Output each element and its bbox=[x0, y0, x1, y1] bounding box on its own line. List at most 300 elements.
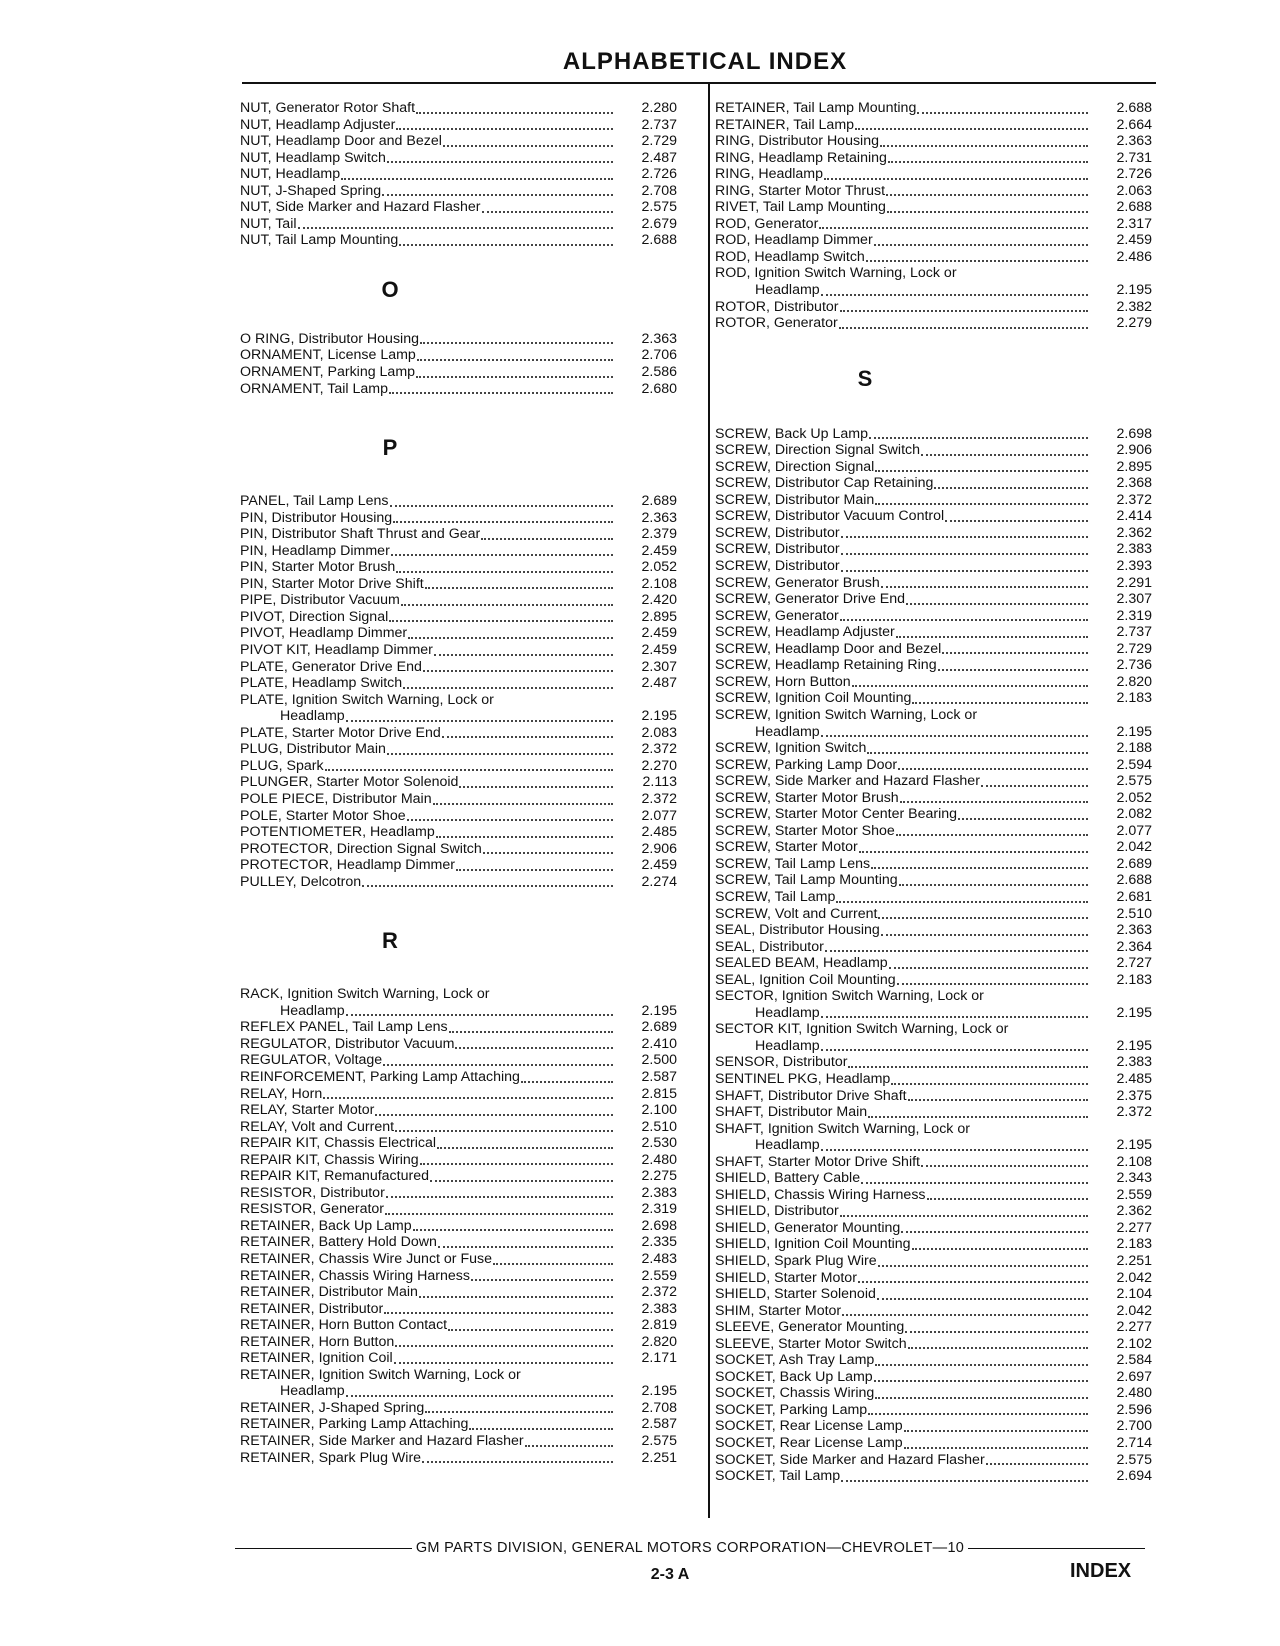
index-entry-page: 2.052 bbox=[641, 559, 677, 576]
index-entry-name: PLUG, Spark bbox=[240, 757, 324, 774]
index-entry-page: 2.714 bbox=[1116, 1435, 1152, 1452]
index-entry-page: 2.480 bbox=[1116, 1385, 1152, 1402]
index-entry-name: SHIELD, Starter Solenoid bbox=[715, 1286, 876, 1303]
index-entry-page: 2.383 bbox=[1116, 1054, 1152, 1071]
index-entry-page: 2.195 bbox=[1116, 1004, 1152, 1021]
index-entry bbox=[240, 183, 695, 200]
dot-leader bbox=[456, 869, 613, 871]
index-entry-heading: RACK, Ignition Switch Warning, Lock or bbox=[240, 986, 490, 1003]
index-entry bbox=[240, 216, 695, 233]
index-entry bbox=[240, 708, 695, 725]
index-entry bbox=[715, 823, 1170, 840]
right-index-column bbox=[715, 100, 1170, 1485]
index-entry-page: 2.171 bbox=[641, 1350, 677, 1367]
index-entry bbox=[715, 1236, 1170, 1253]
dot-leader bbox=[945, 520, 1088, 522]
dot-leader bbox=[848, 1066, 1088, 1068]
index-entry-page: 2.270 bbox=[641, 757, 677, 774]
index-entry-page: 2.500 bbox=[641, 1052, 677, 1069]
dot-leader bbox=[840, 619, 1088, 621]
index-entry-name: RETAINER, Horn Button Contact bbox=[240, 1317, 448, 1334]
index-entry bbox=[715, 773, 1170, 790]
dot-leader bbox=[938, 669, 1088, 671]
index-entry-name: PULLEY, Delcotron bbox=[240, 873, 362, 890]
footer-publisher-line bbox=[235, 1540, 1145, 1556]
dot-leader bbox=[875, 1397, 1088, 1399]
index-entry bbox=[240, 510, 695, 527]
dot-leader bbox=[934, 487, 1088, 489]
index-entry bbox=[715, 690, 1170, 707]
index-entry-name: RIVET, Tail Lamp Mounting bbox=[715, 199, 886, 216]
index-entry bbox=[715, 475, 1170, 492]
index-entry-name: RING, Headlamp bbox=[715, 166, 824, 183]
index-entry bbox=[240, 133, 695, 150]
index-entry-name: SCREW, Distributor bbox=[715, 541, 840, 558]
dot-leader bbox=[481, 538, 613, 540]
index-entry bbox=[715, 199, 1170, 216]
index-entry bbox=[240, 1234, 695, 1251]
dot-leader bbox=[346, 1014, 613, 1016]
index-entry-page: 2.708 bbox=[641, 1399, 677, 1416]
index-entry-name: RESISTOR, Distributor bbox=[240, 1184, 385, 1201]
index-entry bbox=[240, 1152, 695, 1169]
index-entry-page: 2.708 bbox=[641, 182, 677, 199]
section-letter: O bbox=[381, 276, 399, 302]
index-entry-name: NUT, Headlamp bbox=[240, 166, 341, 183]
dot-leader bbox=[912, 1248, 1088, 1250]
dot-leader bbox=[382, 194, 613, 196]
index-entry bbox=[240, 364, 695, 381]
dot-leader bbox=[387, 753, 613, 755]
index-entry-page: 2.487 bbox=[641, 149, 677, 166]
index-entry bbox=[715, 183, 1170, 200]
index-entry-page: 2.679 bbox=[641, 215, 677, 232]
index-entry bbox=[715, 442, 1170, 459]
index-entry-page: 2.487 bbox=[641, 675, 677, 692]
index-entry bbox=[240, 1383, 695, 1400]
footer-rule-left bbox=[235, 1548, 412, 1549]
dot-leader bbox=[390, 505, 613, 507]
index-entry-name: SHIELD, Starter Motor bbox=[715, 1269, 857, 1286]
column-divider bbox=[708, 84, 710, 1518]
footer-publisher: GM PARTS DIVISION, GENERAL MOTORS CORPORATION—CHEVROLET—10 bbox=[415, 1540, 965, 1556]
index-entry-name: SCREW, Direction Signal bbox=[715, 458, 875, 475]
index-entry bbox=[715, 575, 1170, 592]
dot-leader bbox=[824, 178, 1088, 180]
index-entry-name: NUT, Headlamp Switch bbox=[240, 149, 386, 166]
dot-leader bbox=[904, 1447, 1088, 1449]
dot-leader bbox=[420, 1163, 613, 1165]
index-entry-name: Headlamp bbox=[755, 723, 820, 740]
index-entry-page: 2.183 bbox=[1116, 690, 1152, 707]
index-entry bbox=[715, 1369, 1170, 1386]
index-entry-name: SCREW, Starter Motor bbox=[715, 839, 858, 856]
index-entry-page: 2.335 bbox=[641, 1234, 677, 1251]
dot-leader bbox=[897, 983, 1088, 985]
index-entry-page: 2.077 bbox=[641, 807, 677, 824]
index-entry bbox=[240, 1119, 695, 1136]
index-entry-page: 2.372 bbox=[641, 1284, 677, 1301]
index-entry-page: 2.729 bbox=[1116, 640, 1152, 657]
index-entry bbox=[240, 526, 695, 543]
index-entry bbox=[240, 857, 695, 874]
dot-leader bbox=[836, 901, 1088, 903]
dot-leader bbox=[399, 244, 613, 246]
dot-leader bbox=[396, 128, 613, 130]
dot-leader bbox=[482, 211, 614, 213]
index-entry-name: RETAINER, Spark Plug Wire bbox=[240, 1449, 422, 1466]
index-entry-page: 2.102 bbox=[1116, 1335, 1152, 1352]
footer-page-number: 2-3 A bbox=[650, 1566, 690, 1583]
dot-leader bbox=[867, 752, 1088, 754]
index-entry-page: 2.363 bbox=[641, 509, 677, 526]
index-entry-name: NUT, J-Shaped Spring bbox=[240, 182, 382, 199]
dot-leader bbox=[362, 885, 613, 887]
index-entry-page: 2.483 bbox=[641, 1250, 677, 1267]
index-entry-name: NUT, Generator Rotor Shaft bbox=[240, 100, 416, 116]
index-entry bbox=[240, 659, 695, 676]
index-entry bbox=[240, 493, 695, 510]
index-entry-page: 2.375 bbox=[1116, 1087, 1152, 1104]
index-entry-name: SCREW, Side Marker and Hazard Flasher bbox=[715, 773, 980, 790]
index-entry-name: NUT, Tail bbox=[240, 215, 297, 232]
index-entry bbox=[240, 576, 695, 593]
index-entry-page: 2.382 bbox=[1116, 298, 1152, 315]
dot-leader bbox=[401, 604, 613, 606]
index-entry-name: SCREW, Back Up Lamp bbox=[715, 425, 868, 442]
index-entry bbox=[715, 1104, 1170, 1121]
dot-leader bbox=[871, 867, 1088, 869]
dot-leader bbox=[438, 1246, 613, 1248]
index-entry bbox=[240, 100, 695, 117]
dot-leader bbox=[986, 1463, 1088, 1465]
dot-leader bbox=[425, 587, 613, 589]
index-entry bbox=[240, 1201, 695, 1218]
index-entry-page: 2.113 bbox=[642, 774, 677, 791]
index-entry bbox=[715, 922, 1170, 939]
index-entry-name: REINFORCEMENT, Parking Lamp Attaching bbox=[240, 1068, 520, 1085]
dot-leader bbox=[942, 652, 1088, 654]
index-entry-page: 2.575 bbox=[1116, 1451, 1152, 1468]
index-entry bbox=[715, 757, 1170, 774]
index-entry-page: 2.372 bbox=[1116, 1104, 1152, 1121]
dot-leader bbox=[878, 1265, 1088, 1267]
index-entry-name: RING, Headlamp Retaining bbox=[715, 149, 887, 166]
dot-leader bbox=[346, 1395, 613, 1397]
index-entry-page: 2.383 bbox=[641, 1184, 677, 1201]
dot-leader bbox=[437, 1147, 613, 1149]
index-entry-name: SOCKET, Side Marker and Hazard Flasher bbox=[715, 1451, 985, 1468]
dot-leader bbox=[921, 1165, 1088, 1167]
index-entry bbox=[715, 541, 1170, 558]
index-entry-name: RETAINER, Parking Lamp Attaching bbox=[240, 1416, 469, 1433]
index-entry-page: 2.195 bbox=[641, 708, 677, 725]
dot-leader bbox=[875, 503, 1088, 505]
dot-leader bbox=[861, 1182, 1088, 1184]
index-entry bbox=[240, 1019, 695, 1036]
index-entry-page: 2.277 bbox=[1116, 1219, 1152, 1236]
dot-leader bbox=[927, 1198, 1088, 1200]
index-entry-page: 2.698 bbox=[641, 1217, 677, 1234]
index-entry-page: 2.195 bbox=[641, 1002, 677, 1019]
index-entry bbox=[715, 282, 1170, 299]
index-entry bbox=[240, 1086, 695, 1103]
index-entry bbox=[715, 939, 1170, 956]
index-entry-name: SCREW, Distributor Vacuum Control bbox=[715, 508, 945, 525]
index-entry bbox=[240, 1135, 695, 1152]
index-entry bbox=[240, 791, 695, 808]
index-entry-page: 2.694 bbox=[1116, 1468, 1152, 1485]
dot-leader bbox=[425, 1411, 613, 1413]
index-entry-page: 2.727 bbox=[1116, 955, 1152, 972]
index-entry-page: 2.280 bbox=[641, 100, 677, 116]
index-entry-name: PLUNGER, Starter Motor Solenoid bbox=[240, 774, 459, 791]
index-entry-page: 2.104 bbox=[1116, 1286, 1152, 1303]
index-entry-page: 2.279 bbox=[1116, 315, 1152, 332]
dot-leader bbox=[921, 454, 1088, 456]
index-entry-name: Headlamp bbox=[280, 1002, 345, 1019]
index-entry bbox=[240, 758, 695, 775]
index-entry-name: SOCKET, Chassis Wiring bbox=[715, 1385, 875, 1402]
index-entry-name: SCREW, Starter Motor Brush bbox=[715, 789, 899, 806]
index-entry-page: 2.195 bbox=[1116, 723, 1152, 740]
index-entry-name: REGULATOR, Distributor Vacuum bbox=[240, 1035, 455, 1052]
index-entry bbox=[240, 1317, 695, 1334]
index-entry-name: SCREW, Tail Lamp bbox=[715, 888, 836, 905]
index-entry-name: SHAFT, Distributor Main bbox=[715, 1104, 868, 1121]
index-entry-page: 2.575 bbox=[641, 199, 677, 216]
dot-leader bbox=[887, 211, 1088, 213]
index-entry bbox=[240, 1218, 695, 1235]
dot-leader bbox=[852, 685, 1088, 687]
index-entry-name: PIPE, Distributor Vacuum bbox=[240, 592, 400, 609]
index-entry-name: ROD, Generator bbox=[715, 215, 819, 232]
index-entry-page: 2.587 bbox=[641, 1416, 677, 1433]
index-entry-page: 2.363 bbox=[1116, 133, 1152, 150]
section-letter: S bbox=[857, 365, 873, 391]
index-entry-name: RELAY, Volt and Current bbox=[240, 1118, 395, 1135]
index-entry-name: NUT, Headlamp Door and Bezel bbox=[240, 133, 442, 150]
dot-leader bbox=[874, 1380, 1088, 1382]
index-entry-name: PIN, Starter Motor Brush bbox=[240, 559, 396, 576]
index-entry-page: 2.063 bbox=[1116, 182, 1152, 199]
index-entry-name: SCREW, Distributor bbox=[715, 558, 840, 575]
index-entry bbox=[715, 657, 1170, 674]
index-entry bbox=[240, 1284, 695, 1301]
dot-leader bbox=[904, 1430, 1088, 1432]
index-entry bbox=[715, 150, 1170, 167]
index-entry-page: 2.362 bbox=[1116, 524, 1152, 541]
dot-leader bbox=[841, 1480, 1088, 1482]
dot-leader bbox=[385, 1213, 613, 1215]
footer-section-label: INDEX bbox=[1070, 1560, 1132, 1582]
index-entry-name: PIVOT KIT, Headlamp Dimmer bbox=[240, 642, 433, 659]
index-entry-page: 2.379 bbox=[641, 526, 677, 543]
index-entry-page: 2.689 bbox=[641, 493, 677, 510]
dot-leader bbox=[888, 161, 1088, 163]
index-entry-name: SHIELD, Battery Cable bbox=[715, 1170, 861, 1187]
index-entry bbox=[240, 625, 695, 642]
index-entry-heading: RETAINER, Ignition Switch Warning, Lock or bbox=[240, 1366, 521, 1383]
index-entry-name: RETAINER, Distributor bbox=[240, 1300, 384, 1317]
dot-leader bbox=[395, 1130, 613, 1132]
index-entry-page: 2.363 bbox=[641, 330, 677, 347]
dot-leader bbox=[430, 1180, 613, 1182]
index-entry-page: 2.700 bbox=[1116, 1418, 1152, 1435]
dot-leader bbox=[841, 536, 1088, 538]
dot-leader bbox=[391, 554, 613, 556]
index-entry bbox=[715, 216, 1170, 233]
index-entry-page: 2.895 bbox=[641, 608, 677, 625]
section-letter: P bbox=[382, 435, 398, 461]
index-entry-name: Headlamp bbox=[755, 1004, 820, 1021]
index-entry-name: RELAY, Starter Motor bbox=[240, 1102, 375, 1119]
index-entry-name: SCREW, Starter Motor Shoe bbox=[715, 822, 895, 839]
index-entry-page: 2.183 bbox=[1116, 971, 1152, 988]
index-entry-name: NUT, Tail Lamp Mounting bbox=[240, 232, 399, 249]
page-title: ALPHABETICAL INDEX bbox=[562, 48, 848, 75]
index-entry-page: 2.729 bbox=[641, 133, 677, 150]
index-entry-page: 2.584 bbox=[1116, 1352, 1152, 1369]
dot-leader bbox=[341, 178, 613, 180]
index-entry-name: ORNAMENT, Tail Lamp bbox=[240, 380, 388, 397]
index-entry bbox=[715, 1270, 1170, 1287]
index-entry bbox=[240, 874, 695, 891]
dot-leader bbox=[403, 687, 613, 689]
index-entry-page: 2.052 bbox=[1116, 789, 1152, 806]
index-entry bbox=[715, 806, 1170, 823]
index-entry-heading: SHAFT, Ignition Switch Warning, Lock or bbox=[715, 1120, 970, 1137]
index-entry-page: 2.042 bbox=[1116, 1269, 1152, 1286]
index-entry-page: 2.680 bbox=[641, 380, 677, 397]
dot-leader bbox=[407, 819, 613, 821]
dot-leader bbox=[387, 161, 613, 163]
index-entry-page: 2.688 bbox=[1116, 872, 1152, 889]
index-entry-page: 2.307 bbox=[1116, 591, 1152, 608]
index-entry-page: 2.459 bbox=[641, 642, 677, 659]
index-entry-page: 2.183 bbox=[1116, 1236, 1152, 1253]
index-entry bbox=[715, 1038, 1170, 1055]
dot-leader bbox=[855, 128, 1088, 130]
index-entry-page: 2.688 bbox=[1116, 199, 1152, 216]
index-entry bbox=[240, 675, 695, 692]
index-entry bbox=[715, 1418, 1170, 1435]
index-entry-page: 2.688 bbox=[641, 232, 677, 249]
index-entry-page: 2.251 bbox=[1116, 1253, 1152, 1269]
index-entry-name: RETAINER, Chassis Wire Junct or Fuse bbox=[240, 1250, 493, 1267]
index-entry-name: SOCKET, Ash Tray Lamp bbox=[715, 1352, 875, 1369]
index-entry bbox=[715, 315, 1170, 332]
index-entry-name: ORNAMENT, Parking Lamp bbox=[240, 364, 416, 381]
index-entry-page: 2.195 bbox=[1116, 1137, 1152, 1154]
index-entry bbox=[240, 1450, 695, 1467]
index-entry-page: 2.697 bbox=[1116, 1368, 1152, 1385]
index-entry-name: SOCKET, Back Up Lamp bbox=[715, 1368, 873, 1385]
index-entry bbox=[715, 492, 1170, 509]
index-entry-page: 2.689 bbox=[641, 1019, 677, 1036]
index-entry-page: 2.393 bbox=[1116, 558, 1152, 575]
dot-leader bbox=[325, 769, 613, 771]
index-entry bbox=[240, 1102, 695, 1119]
index-entry-name: PIN, Distributor Shaft Thrust and Gear bbox=[240, 526, 481, 543]
index-entry-name: RETAINER, Battery Hold Down bbox=[240, 1234, 437, 1251]
index-entry bbox=[240, 1334, 695, 1351]
index-entry-name: SCREW, Parking Lamp Door bbox=[715, 756, 898, 773]
index-entry-page: 2.343 bbox=[1116, 1170, 1152, 1187]
index-entry bbox=[240, 824, 695, 841]
dot-leader bbox=[384, 1312, 613, 1314]
index-entry bbox=[715, 872, 1170, 889]
dot-leader bbox=[434, 654, 613, 656]
dot-leader bbox=[875, 1364, 1088, 1366]
index-entry-name: NUT, Headlamp Adjuster bbox=[240, 116, 396, 133]
index-entry bbox=[715, 1054, 1170, 1071]
dot-leader bbox=[881, 586, 1088, 588]
dot-leader bbox=[821, 294, 1088, 296]
index-entry-name: PLATE, Generator Drive End bbox=[240, 658, 422, 675]
dot-leader bbox=[455, 1047, 613, 1049]
dot-leader bbox=[891, 1083, 1088, 1085]
index-entry-name: SCREW, Direction Signal Switch bbox=[715, 442, 920, 459]
index-entry-page: 2.559 bbox=[641, 1267, 677, 1284]
index-entry-page: 2.383 bbox=[1116, 541, 1152, 558]
index-entry-page: 2.364 bbox=[1116, 938, 1152, 955]
index-entry-name: POLE PIECE, Distributor Main bbox=[240, 790, 432, 807]
title-rule bbox=[242, 82, 1156, 84]
dot-leader bbox=[981, 785, 1088, 787]
index-entry-name: PIN, Headlamp Dimmer bbox=[240, 542, 390, 559]
index-entry bbox=[715, 117, 1170, 134]
index-entry-name: SEAL, Distributor Housing bbox=[715, 922, 880, 939]
index-entry-name: SCREW, Generator Brush bbox=[715, 574, 880, 591]
dot-leader bbox=[821, 1149, 1088, 1151]
index-entry-name: REFLEX PANEL, Tail Lamp Lens bbox=[240, 1019, 448, 1036]
dot-leader bbox=[393, 521, 613, 523]
index-entry-name: SOCKET, Tail Lamp bbox=[715, 1468, 841, 1485]
dot-leader bbox=[901, 1231, 1088, 1233]
index-entry-name: RETAINER, Horn Button bbox=[240, 1333, 395, 1350]
index-entry-name: SOCKET, Rear License Lamp bbox=[715, 1435, 903, 1452]
index-entry-name: RETAINER, Ignition Coil bbox=[240, 1350, 393, 1367]
index-entry bbox=[715, 624, 1170, 641]
footer-rule-right bbox=[968, 1548, 1145, 1549]
index-entry bbox=[715, 1452, 1170, 1469]
index-entry-page: 2.906 bbox=[641, 840, 677, 857]
index-entry-page: 2.698 bbox=[1116, 425, 1152, 442]
dot-leader bbox=[841, 570, 1088, 572]
index-entry-page: 2.594 bbox=[1116, 756, 1152, 773]
index-entry bbox=[240, 150, 695, 167]
dot-leader bbox=[898, 768, 1088, 770]
section-letter: R bbox=[382, 928, 398, 954]
dot-leader bbox=[912, 702, 1088, 704]
dot-leader bbox=[525, 1445, 613, 1447]
dot-leader bbox=[383, 1064, 613, 1066]
index-entry-name: POLE, Starter Motor Shoe bbox=[240, 807, 406, 824]
index-entry bbox=[240, 331, 695, 348]
dot-leader bbox=[471, 1279, 613, 1281]
index-entry-page: 2.530 bbox=[641, 1135, 677, 1152]
index-entry bbox=[240, 347, 695, 364]
index-entry bbox=[715, 856, 1170, 873]
index-entry-name: SLEEVE, Starter Motor Switch bbox=[715, 1335, 907, 1352]
dot-leader bbox=[417, 359, 613, 361]
index-entry bbox=[715, 1402, 1170, 1419]
index-entry bbox=[715, 508, 1170, 525]
index-entry-name: SHAFT, Distributor Drive Shaft bbox=[715, 1087, 907, 1104]
dot-leader bbox=[449, 1031, 613, 1033]
index-entry-page: 2.681 bbox=[1116, 888, 1152, 905]
